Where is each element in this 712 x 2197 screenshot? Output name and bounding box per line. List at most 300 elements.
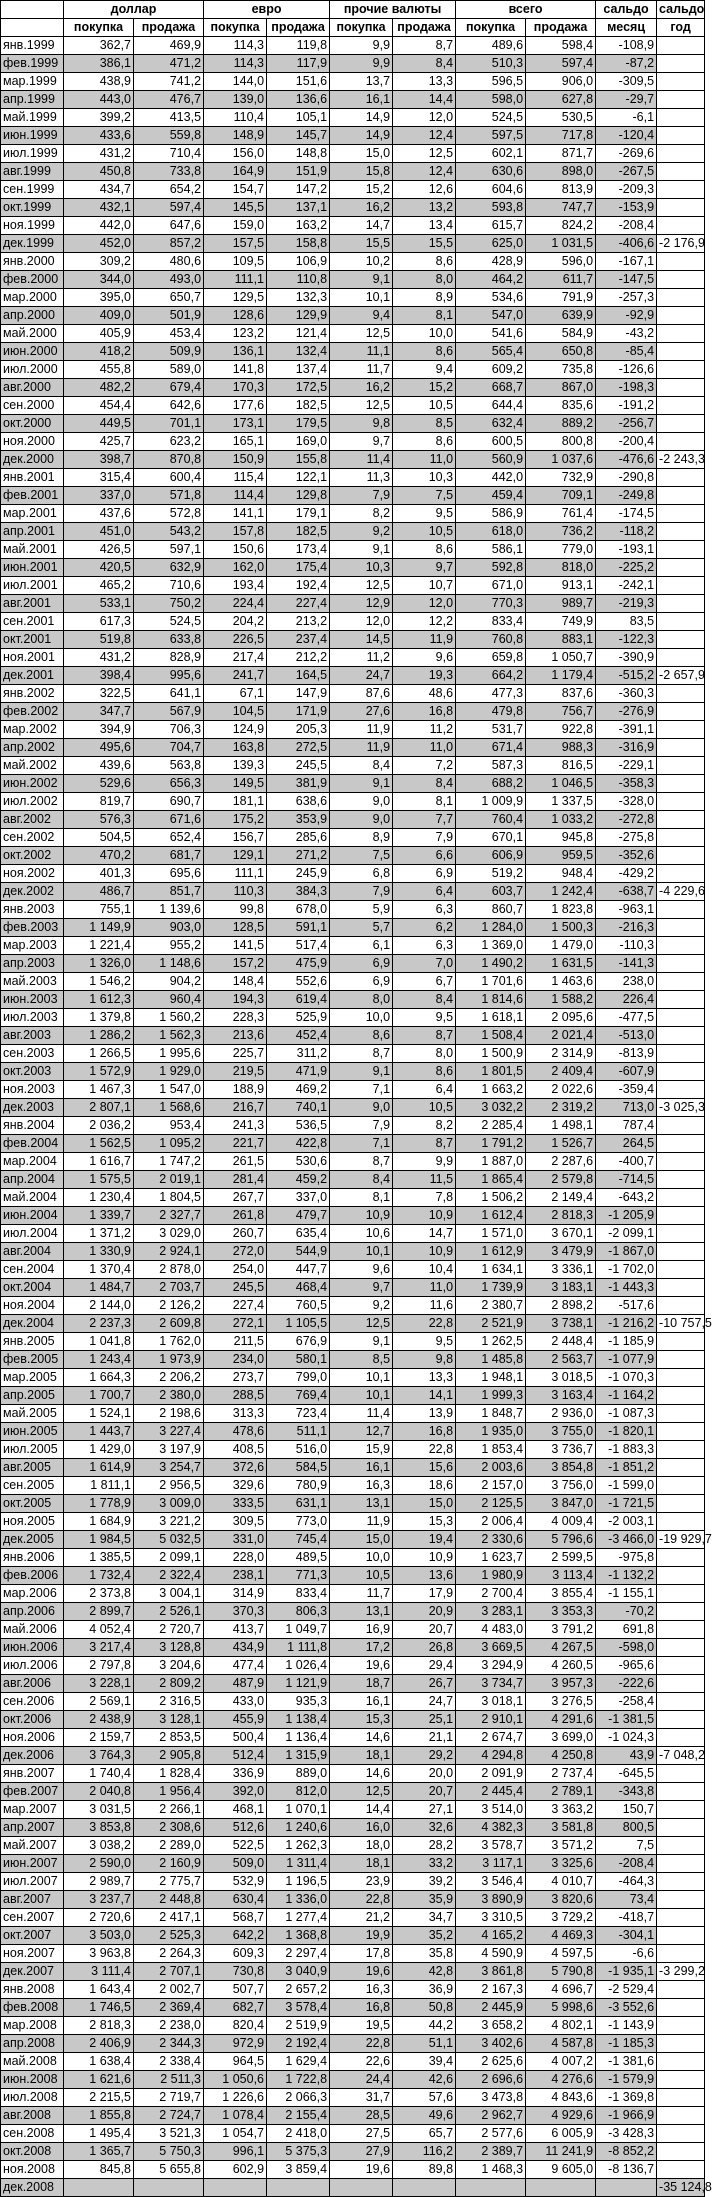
euro-buy-cell: 67,1 xyxy=(204,685,267,703)
dollar-sell-cell: 2 206,2 xyxy=(134,1369,204,1387)
euro-sell-cell: 422,8 xyxy=(267,1135,330,1153)
other-buy-cell: 6,8 xyxy=(330,865,393,883)
dollar-buy-cell: 432,1 xyxy=(64,199,134,217)
other-sell-cell: 27,1 xyxy=(393,1801,456,1819)
balance-year-cell xyxy=(657,1135,705,1153)
dollar-sell-cell: 1 148,6 xyxy=(134,955,204,973)
euro-buy-cell: 468,1 xyxy=(204,1801,267,1819)
other-sell-cell: 10,5 xyxy=(393,397,456,415)
total-buy-cell: 2 577,6 xyxy=(456,2125,526,2143)
month-label-cell: апр.2004 xyxy=(1,1171,64,1189)
balance-year-cell: -10 757,5 xyxy=(657,1315,705,1333)
balance-month-cell: -208,4 xyxy=(596,1855,657,1873)
dollar-buy-cell: 465,2 xyxy=(64,577,134,595)
dollar-sell-cell: 2 775,7 xyxy=(134,1873,204,1891)
euro-sell-cell: 1 240,6 xyxy=(267,1819,330,1837)
month-label-cell: дек.2003 xyxy=(1,1099,64,1117)
table-row xyxy=(1,1603,705,1621)
total-sell-cell: 4 843,6 xyxy=(526,2089,596,2107)
table-row xyxy=(1,1531,705,1549)
balance-year-cell xyxy=(657,2053,705,2071)
euro-sell-cell: 129,9 xyxy=(267,307,330,325)
balance-month-cell: -193,1 xyxy=(596,541,657,559)
month-label-cell: апр.2008 xyxy=(1,2035,64,2053)
dollar-buy-cell: 1 778,9 xyxy=(64,1495,134,1513)
balance-year-cell xyxy=(657,1981,705,1999)
euro-buy-cell: 964,5 xyxy=(204,2053,267,2071)
total-buy-cell: 442,0 xyxy=(456,469,526,487)
other-buy-cell: 7,9 xyxy=(330,1117,393,1135)
balance-year-cell xyxy=(657,1657,705,1675)
balance-year-cell xyxy=(657,865,705,883)
month-label-cell: июн.1999 xyxy=(1,127,64,145)
balance-year-cell xyxy=(657,1603,705,1621)
total-sell-cell: 1 050,7 xyxy=(526,649,596,667)
balance-month-cell: -517,6 xyxy=(596,1297,657,1315)
euro-sell-cell: 147,2 xyxy=(267,181,330,199)
table-row xyxy=(1,919,705,937)
subheader-corner xyxy=(1,19,64,37)
euro-sell-cell: 311,2 xyxy=(267,1045,330,1063)
table-row xyxy=(1,1963,705,1981)
other-sell-cell: 6,9 xyxy=(393,865,456,883)
total-sell-cell: 4 260,5 xyxy=(526,1657,596,1675)
euro-sell-cell: 2 657,2 xyxy=(267,1981,330,1999)
dollar-sell-cell: 543,2 xyxy=(134,523,204,541)
balance-month-cell: -304,1 xyxy=(596,1927,657,1945)
balance-month-cell: -1 867,0 xyxy=(596,1243,657,1261)
euro-buy-cell: 288,5 xyxy=(204,1387,267,1405)
month-label-cell: фев.2004 xyxy=(1,1135,64,1153)
euro-buy-cell: 455,9 xyxy=(204,1711,267,1729)
balance-month-cell: -1 216,2 xyxy=(596,1315,657,1333)
other-buy-cell: 11,7 xyxy=(330,1585,393,1603)
balance-year-cell xyxy=(657,1765,705,1783)
total-buy-cell: 3 310,5 xyxy=(456,1909,526,1927)
total-buy-cell: 770,3 xyxy=(456,595,526,613)
subheader-other-sell: продажа xyxy=(393,19,456,37)
total-sell-cell: 4 696,7 xyxy=(526,1981,596,1999)
balance-year-cell: -3 299,2 xyxy=(657,1963,705,1981)
euro-sell-cell: 889,0 xyxy=(267,1765,330,1783)
total-buy-cell: 1 999,3 xyxy=(456,1387,526,1405)
table-row xyxy=(1,649,705,667)
dollar-buy-cell: 1 286,2 xyxy=(64,1027,134,1045)
balance-year-cell xyxy=(657,2161,705,2179)
euro-buy-cell: 227,4 xyxy=(204,1297,267,1315)
total-buy-cell: 2 445,9 xyxy=(456,1999,526,2017)
month-label-cell: май.2002 xyxy=(1,757,64,775)
balance-month-cell: -3 428,3 xyxy=(596,2125,657,2143)
balance-year-cell xyxy=(657,1891,705,1909)
dollar-buy-cell: 1 339,7 xyxy=(64,1207,134,1225)
month-label-cell: апр.2006 xyxy=(1,1603,64,1621)
balance-year-cell xyxy=(657,217,705,235)
total-buy-cell: 479,8 xyxy=(456,703,526,721)
euro-buy-cell: 111,1 xyxy=(204,865,267,883)
month-label-cell: ноя.2006 xyxy=(1,1729,64,1747)
euro-buy-cell: 216,7 xyxy=(204,1099,267,1117)
total-buy-cell: 625,0 xyxy=(456,235,526,253)
total-sell-cell: 3 820,6 xyxy=(526,1891,596,1909)
other-buy-cell: 17,2 xyxy=(330,1639,393,1657)
euro-sell-cell: 337,0 xyxy=(267,1189,330,1207)
total-sell-cell: 1 498,1 xyxy=(526,1117,596,1135)
balance-month-cell: -328,0 xyxy=(596,793,657,811)
total-buy-cell: 531,7 xyxy=(456,721,526,739)
other-buy-cell: 16,1 xyxy=(330,91,393,109)
total-sell-cell: 3 353,3 xyxy=(526,1603,596,1621)
table-row xyxy=(1,469,705,487)
total-buy-cell: 609,2 xyxy=(456,361,526,379)
month-label-cell: янв.2007 xyxy=(1,1765,64,1783)
euro-sell-cell: 676,9 xyxy=(267,1333,330,1351)
balance-year-cell xyxy=(657,541,705,559)
balance-month-cell: -1 205,9 xyxy=(596,1207,657,1225)
month-label-cell: дек.2004 xyxy=(1,1315,64,1333)
total-buy-cell: 519,2 xyxy=(456,865,526,883)
other-buy-cell: 9,7 xyxy=(330,433,393,451)
other-buy-cell: 10,0 xyxy=(330,1009,393,1027)
dollar-sell-cell: 571,8 xyxy=(134,487,204,505)
total-sell-cell: 4 469,3 xyxy=(526,1927,596,1945)
dollar-sell-cell: 2 289,0 xyxy=(134,1837,204,1855)
balance-year-cell xyxy=(657,253,705,271)
dollar-buy-cell: 3 764,3 xyxy=(64,1747,134,1765)
dollar-buy-cell: 1 230,4 xyxy=(64,1189,134,1207)
balance-year-cell xyxy=(657,1711,705,1729)
total-buy-cell: 3 578,7 xyxy=(456,1837,526,1855)
euro-buy-cell: 157,2 xyxy=(204,955,267,973)
month-label-cell: дек.2007 xyxy=(1,1963,64,1981)
other-buy-cell: 14,9 xyxy=(330,127,393,145)
table-row xyxy=(1,1369,705,1387)
table-row xyxy=(1,1549,705,1567)
balance-year-cell xyxy=(657,1333,705,1351)
total-sell-cell: 1 631,5 xyxy=(526,955,596,973)
dollar-buy-cell: 1 562,5 xyxy=(64,1135,134,1153)
other-buy-cell: 15,8 xyxy=(330,163,393,181)
euro-buy-cell: 217,4 xyxy=(204,649,267,667)
total-sell-cell: 3 479,9 xyxy=(526,1243,596,1261)
table-row xyxy=(1,415,705,433)
euro-sell-cell xyxy=(267,2179,330,2197)
other-buy-cell: 7,1 xyxy=(330,1081,393,1099)
dollar-buy-cell: 433,6 xyxy=(64,127,134,145)
month-label-cell: фев.2006 xyxy=(1,1567,64,1585)
total-buy-cell: 2 625,6 xyxy=(456,2053,526,2071)
table-row xyxy=(1,1171,705,1189)
table-row xyxy=(1,1243,705,1261)
dollar-buy-cell: 576,3 xyxy=(64,811,134,829)
other-buy-cell: 11,1 xyxy=(330,343,393,361)
balance-year-cell: -2 176,9 xyxy=(657,235,705,253)
balance-year-cell: -3 025,3 xyxy=(657,1099,705,1117)
euro-sell-cell: 833,4 xyxy=(267,1585,330,1603)
balance-year-cell xyxy=(657,1801,705,1819)
euro-buy-cell: 281,4 xyxy=(204,1171,267,1189)
euro-buy-cell: 111,1 xyxy=(204,271,267,289)
euro-sell-cell: 106,9 xyxy=(267,253,330,271)
balance-year-cell xyxy=(657,1189,705,1207)
dollar-sell-cell: 3 521,3 xyxy=(134,2125,204,2143)
total-sell-cell: 3 855,4 xyxy=(526,1585,596,1603)
euro-buy-cell: 267,7 xyxy=(204,1189,267,1207)
balance-month-cell: -198,3 xyxy=(596,379,657,397)
other-sell-cell: 7,0 xyxy=(393,955,456,973)
other-sell-cell: 8,7 xyxy=(393,1135,456,1153)
total-sell-cell: 709,1 xyxy=(526,487,596,505)
euro-sell-cell: 760,5 xyxy=(267,1297,330,1315)
table-row xyxy=(1,1279,705,1297)
month-label-cell: янв.2002 xyxy=(1,685,64,703)
balance-year-cell xyxy=(657,523,705,541)
euro-sell-cell: 678,0 xyxy=(267,901,330,919)
balance-year-cell xyxy=(657,1927,705,1945)
dollar-sell-cell: 710,4 xyxy=(134,145,204,163)
balance-month-cell: -607,9 xyxy=(596,1063,657,1081)
dollar-buy-cell: 2 797,8 xyxy=(64,1657,134,1675)
balance-month-cell: -3 466,0 xyxy=(596,1531,657,1549)
euro-sell-cell: 635,4 xyxy=(267,1225,330,1243)
month-label-cell: июн.2002 xyxy=(1,775,64,793)
table-row xyxy=(1,1981,705,1999)
other-sell-cell: 14,7 xyxy=(393,1225,456,1243)
balance-month-cell: -29,7 xyxy=(596,91,657,109)
balance-month-cell: -406,6 xyxy=(596,235,657,253)
total-buy-cell: 565,4 xyxy=(456,343,526,361)
other-sell-cell: 57,6 xyxy=(393,2089,456,2107)
total-sell-cell: 2 314,9 xyxy=(526,1045,596,1063)
dollar-buy-cell: 470,2 xyxy=(64,847,134,865)
other-buy-cell: 16,2 xyxy=(330,199,393,217)
euro-sell-cell: 122,1 xyxy=(267,469,330,487)
dollar-buy-cell: 2 807,1 xyxy=(64,1099,134,1117)
table-row xyxy=(1,1333,705,1351)
total-sell-cell: 1 179,4 xyxy=(526,667,596,685)
euro-sell-cell: 151,6 xyxy=(267,73,330,91)
total-sell-cell: 735,8 xyxy=(526,361,596,379)
other-buy-cell: 12,5 xyxy=(330,1783,393,1801)
total-buy-cell: 1 485,8 xyxy=(456,1351,526,1369)
other-sell-cell: 26,8 xyxy=(393,1639,456,1657)
euro-buy-cell: 165,1 xyxy=(204,433,267,451)
dollar-buy-cell: 2 989,7 xyxy=(64,1873,134,1891)
dollar-buy-cell: 1 379,8 xyxy=(64,1009,134,1027)
other-sell-cell: 10,9 xyxy=(393,1243,456,1261)
total-sell-cell: 922,8 xyxy=(526,721,596,739)
other-sell-cell: 10,7 xyxy=(393,577,456,595)
dollar-sell-cell: 632,9 xyxy=(134,559,204,577)
balance-month-cell: -272,8 xyxy=(596,811,657,829)
dollar-sell-cell: 960,4 xyxy=(134,991,204,1009)
balance-year-cell xyxy=(657,775,705,793)
euro-buy-cell: 477,4 xyxy=(204,1657,267,1675)
other-sell-cell: 6,3 xyxy=(393,901,456,919)
total-sell-cell: 3 699,0 xyxy=(526,1729,596,1747)
euro-buy-cell: 224,4 xyxy=(204,595,267,613)
euro-sell-cell: 155,8 xyxy=(267,451,330,469)
total-buy-cell: 618,0 xyxy=(456,523,526,541)
total-buy-cell: 2 380,7 xyxy=(456,1297,526,1315)
dollar-buy-cell: 438,9 xyxy=(64,73,134,91)
other-buy-cell: 19,9 xyxy=(330,1927,393,1945)
dollar-sell-cell: 1 956,4 xyxy=(134,1783,204,1801)
month-label-cell: мар.2005 xyxy=(1,1369,64,1387)
euro-buy-cell: 213,6 xyxy=(204,1027,267,1045)
balance-month-cell: -222,6 xyxy=(596,1675,657,1693)
euro-buy-cell: 164,9 xyxy=(204,163,267,181)
other-buy-cell: 87,6 xyxy=(330,685,393,703)
dollar-buy-cell: 434,7 xyxy=(64,181,134,199)
total-buy-cell: 1 634,1 xyxy=(456,1261,526,1279)
table-row xyxy=(1,127,705,145)
other-sell-cell: 11,9 xyxy=(393,631,456,649)
total-buy-cell: 2 700,4 xyxy=(456,1585,526,1603)
total-sell-cell: 761,4 xyxy=(526,505,596,523)
euro-buy-cell: 110,3 xyxy=(204,883,267,901)
euro-buy-cell: 144,0 xyxy=(204,73,267,91)
other-buy-cell: 14,6 xyxy=(330,1765,393,1783)
dollar-sell-cell: 3 204,6 xyxy=(134,1657,204,1675)
balance-month-cell: -8 136,7 xyxy=(596,2161,657,2179)
month-label-cell: июн.2005 xyxy=(1,1423,64,1441)
table-row xyxy=(1,1801,705,1819)
total-sell-cell: 11 241,9 xyxy=(526,2143,596,2161)
other-buy-cell: 11,4 xyxy=(330,1405,393,1423)
other-buy-cell: 7,1 xyxy=(330,1135,393,1153)
total-buy-cell: 1 369,0 xyxy=(456,937,526,955)
euro-buy-cell: 156,0 xyxy=(204,145,267,163)
euro-sell-cell: 1 629,4 xyxy=(267,2053,330,2071)
other-sell-cell: 6,4 xyxy=(393,883,456,901)
balance-year-cell xyxy=(657,1567,705,1585)
total-sell-cell: 2 021,4 xyxy=(526,1027,596,1045)
balance-month-cell: 264,5 xyxy=(596,1135,657,1153)
other-buy-cell: 27,6 xyxy=(330,703,393,721)
euro-sell-cell: 1 111,8 xyxy=(267,1639,330,1657)
dollar-buy-cell: 3 031,5 xyxy=(64,1801,134,1819)
other-sell-cell: 11,6 xyxy=(393,1297,456,1315)
dollar-buy-cell: 386,1 xyxy=(64,55,134,73)
total-buy-cell: 2 006,4 xyxy=(456,1513,526,1531)
balance-month-cell: -70,2 xyxy=(596,1603,657,1621)
table-row xyxy=(1,1945,705,1963)
other-sell-cell: 13,4 xyxy=(393,217,456,235)
euro-sell-cell: 447,7 xyxy=(267,1261,330,1279)
euro-buy-cell: 500,4 xyxy=(204,1729,267,1747)
other-sell-cell: 25,1 xyxy=(393,1711,456,1729)
dollar-sell-cell: 851,7 xyxy=(134,883,204,901)
other-sell-cell: 26,7 xyxy=(393,1675,456,1693)
dollar-buy-cell: 3 503,0 xyxy=(64,1927,134,1945)
month-label-cell: мар.2006 xyxy=(1,1585,64,1603)
dollar-sell-cell: 2 099,1 xyxy=(134,1549,204,1567)
total-buy-cell: 477,3 xyxy=(456,685,526,703)
total-sell-cell: 2 818,3 xyxy=(526,1207,596,1225)
other-sell-cell: 19,4 xyxy=(393,1531,456,1549)
total-sell-cell: 3 183,1 xyxy=(526,1279,596,1297)
balance-year-cell xyxy=(657,1423,705,1441)
balance-year-cell xyxy=(657,937,705,955)
total-sell-cell: 3 018,5 xyxy=(526,1369,596,1387)
subheader-dollar-buy: покупка xyxy=(64,19,134,37)
balance-month-cell: -1 851,2 xyxy=(596,1459,657,1477)
month-label-cell: июн.2006 xyxy=(1,1639,64,1657)
other-sell-cell: 13,2 xyxy=(393,199,456,217)
dollar-sell-cell: 3 128,1 xyxy=(134,1711,204,1729)
other-buy-cell: 7,5 xyxy=(330,847,393,865)
table-row xyxy=(1,991,705,1009)
balance-year-cell xyxy=(657,1783,705,1801)
other-sell-cell: 12,4 xyxy=(393,163,456,181)
total-sell-cell: 1 337,5 xyxy=(526,793,596,811)
other-sell-cell: 29,2 xyxy=(393,1747,456,1765)
total-buy-cell: 670,1 xyxy=(456,829,526,847)
other-buy-cell: 10,1 xyxy=(330,1369,393,1387)
other-sell-cell: 9,5 xyxy=(393,1009,456,1027)
month-label-cell: дек.2000 xyxy=(1,451,64,469)
other-buy-cell: 16,0 xyxy=(330,1819,393,1837)
dollar-sell-cell: 597,4 xyxy=(134,199,204,217)
dollar-buy-cell: 482,2 xyxy=(64,379,134,397)
euro-sell-cell: 163,2 xyxy=(267,217,330,235)
table-row xyxy=(1,1081,705,1099)
euro-sell-cell: 517,4 xyxy=(267,937,330,955)
dollar-buy-cell: 3 111,4 xyxy=(64,1963,134,1981)
table-row xyxy=(1,37,705,55)
balance-month-cell: -267,5 xyxy=(596,163,657,181)
total-sell-cell: 3 581,8 xyxy=(526,1819,596,1837)
euro-buy-cell: 261,5 xyxy=(204,1153,267,1171)
euro-buy-cell: 336,9 xyxy=(204,1765,267,1783)
balance-month-cell: -1 087,3 xyxy=(596,1405,657,1423)
other-buy-cell: 5,7 xyxy=(330,919,393,937)
total-buy-cell: 1 284,0 xyxy=(456,919,526,937)
balance-month-cell: -257,3 xyxy=(596,289,657,307)
balance-month-cell: -209,3 xyxy=(596,181,657,199)
dollar-sell-cell: 2 511,3 xyxy=(134,2071,204,2089)
total-sell-cell: 3 325,6 xyxy=(526,1855,596,1873)
euro-sell-cell: 179,1 xyxy=(267,505,330,523)
dollar-sell-cell: 501,9 xyxy=(134,307,204,325)
month-label-cell: май.2000 xyxy=(1,325,64,343)
dollar-sell-cell: 2 126,2 xyxy=(134,1297,204,1315)
other-buy-cell: 8,6 xyxy=(330,1027,393,1045)
total-buy-cell: 860,7 xyxy=(456,901,526,919)
euro-sell-cell: 530,6 xyxy=(267,1153,330,1171)
other-buy-cell: 10,3 xyxy=(330,559,393,577)
dollar-sell-cell: 955,2 xyxy=(134,937,204,955)
table-row xyxy=(1,1009,705,1027)
euro-buy-cell: 392,0 xyxy=(204,1783,267,1801)
dollar-buy-cell: 486,7 xyxy=(64,883,134,901)
total-sell-cell: 1 500,3 xyxy=(526,919,596,937)
total-buy-cell: 3 890,9 xyxy=(456,1891,526,1909)
balance-month-cell: -358,3 xyxy=(596,775,657,793)
euro-sell-cell: 2 418,0 xyxy=(267,2125,330,2143)
balance-month-cell: -147,5 xyxy=(596,271,657,289)
total-sell-cell: 988,3 xyxy=(526,739,596,757)
other-sell-cell: 11,0 xyxy=(393,451,456,469)
euro-buy-cell: 1 054,7 xyxy=(204,2125,267,2143)
dollar-buy-cell: 439,6 xyxy=(64,757,134,775)
other-sell-cell: 9,5 xyxy=(393,1333,456,1351)
balance-month-cell: -200,4 xyxy=(596,433,657,451)
other-buy-cell: 16,8 xyxy=(330,1999,393,2017)
month-label-cell: июн.2000 xyxy=(1,343,64,361)
other-buy-cell: 14,6 xyxy=(330,1729,393,1747)
